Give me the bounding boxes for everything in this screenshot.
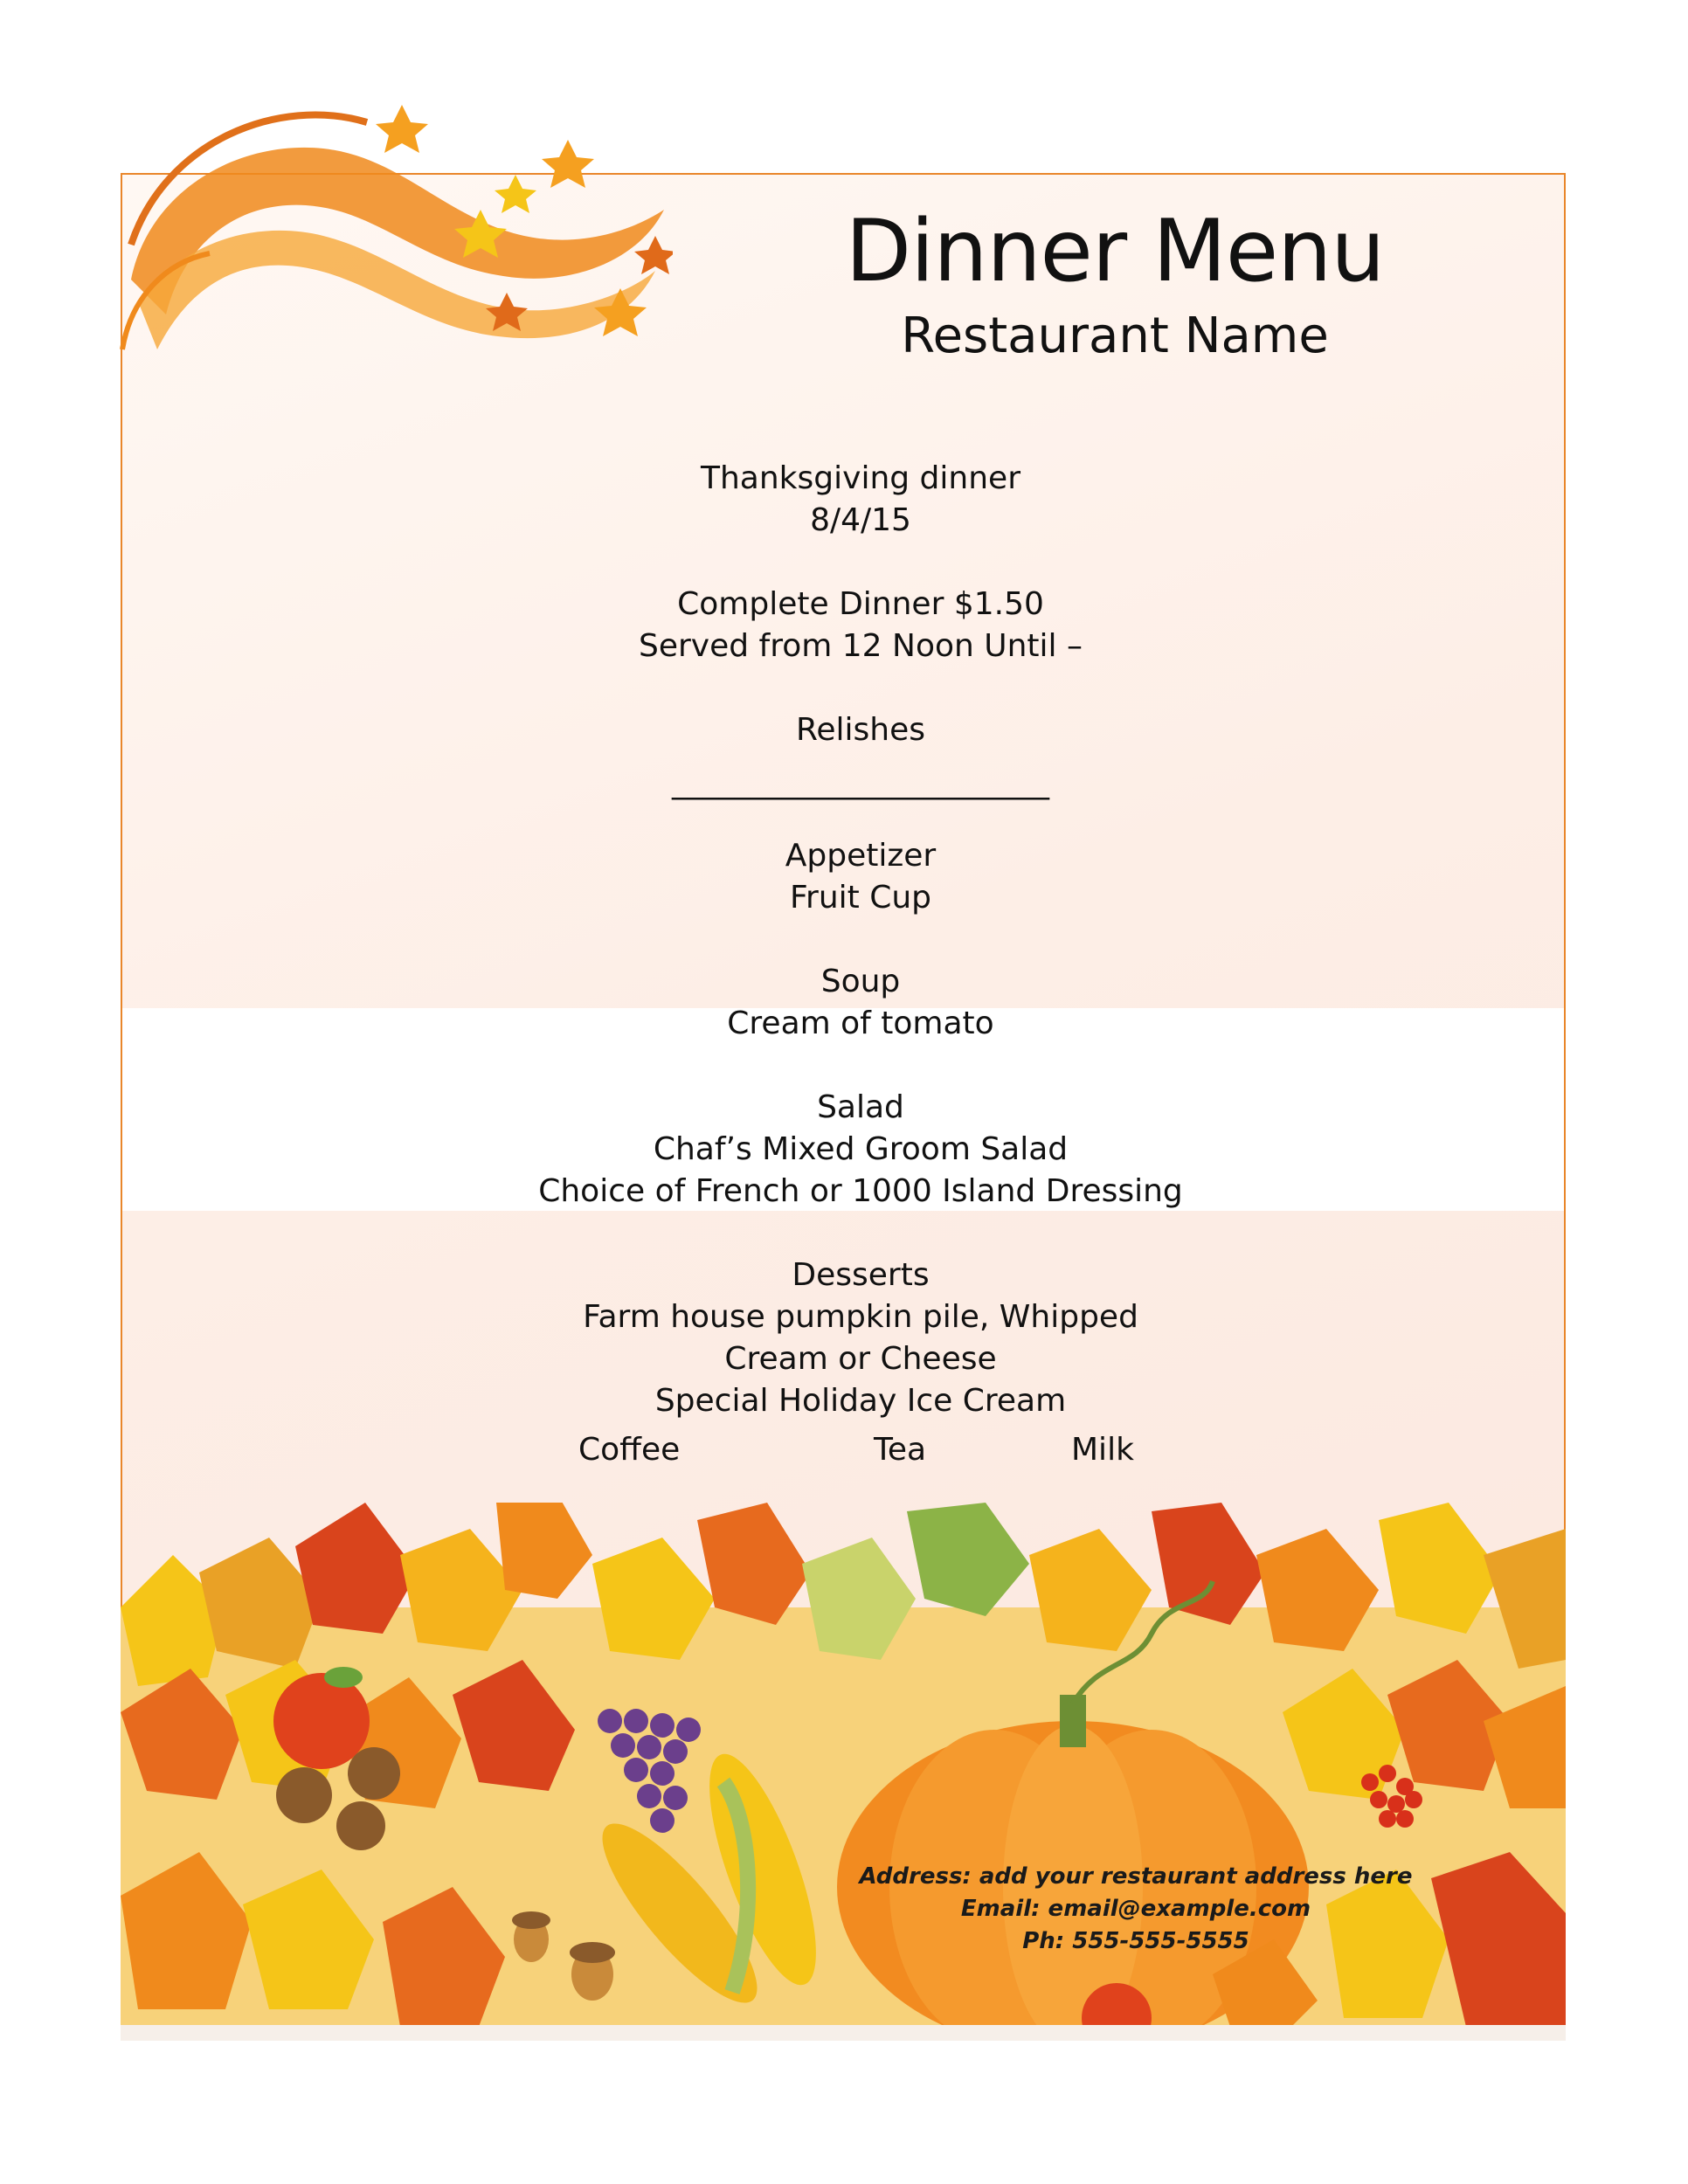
address-text: Address: add your restaurant address here xyxy=(859,1863,1413,1890)
drink-milk: Milk xyxy=(1071,1432,1134,1468)
restaurant-name: Restaurant Name xyxy=(901,308,1329,364)
occasion-text: Thanksgiving dinner xyxy=(701,460,1020,496)
page-bottom-edge xyxy=(121,2025,1566,2041)
phone-text: Ph: 555-555-5555 xyxy=(1022,1928,1249,1954)
served-line: Served from 12 Noon Until – xyxy=(639,628,1083,664)
dessert-item-1: Farm house pumpkin pile, Whipped xyxy=(583,1299,1138,1335)
page-title: Dinner Menu xyxy=(845,202,1385,301)
salad-item: Chaf’s Mixed Groom Salad xyxy=(653,1131,1069,1167)
desserts-heading: Desserts xyxy=(792,1257,930,1293)
drink-tea: Tea xyxy=(874,1432,927,1468)
relishes-blank-line: ________________________ xyxy=(672,764,1049,800)
salad-heading: Salad xyxy=(817,1089,904,1125)
email-text: Email: email@example.com xyxy=(960,1896,1311,1922)
soup-heading: Soup xyxy=(820,964,901,999)
relishes-heading: Relishes xyxy=(795,712,926,748)
soup-item: Cream of tomato xyxy=(727,1006,994,1041)
dessert-item-2: Cream or Cheese xyxy=(724,1341,997,1377)
appetizer-heading: Appetizer xyxy=(785,838,937,874)
dessert-item-3: Special Holiday Ice Cream xyxy=(654,1383,1067,1419)
menu-body xyxy=(0,458,1688,1422)
contact-block xyxy=(786,1861,1485,1958)
drink-coffee: Coffee xyxy=(578,1432,681,1468)
salad-dressing: Choice of French or 1000 Island Dressing xyxy=(538,1173,1183,1209)
menu-date: 8/4/15 xyxy=(810,502,911,538)
price-line: Complete Dinner $1.50 xyxy=(677,586,1044,622)
appetizer-item: Fruit Cup xyxy=(789,880,932,916)
